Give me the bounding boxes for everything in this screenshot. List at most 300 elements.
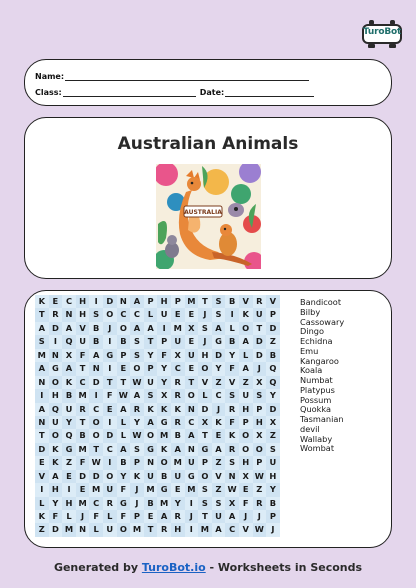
grid-cell[interactable]: E: [103, 403, 117, 416]
grid-cell[interactable]: P: [253, 403, 267, 416]
grid-cell[interactable]: O: [130, 362, 144, 375]
grid-cell[interactable]: Q: [49, 403, 63, 416]
grid-cell[interactable]: T: [76, 416, 90, 429]
grid-cell[interactable]: M: [198, 523, 212, 536]
grid-cell[interactable]: X: [225, 497, 239, 510]
grid-cell[interactable]: U: [171, 335, 185, 348]
grid-cell[interactable]: S: [198, 322, 212, 335]
grid-cell[interactable]: D: [49, 523, 63, 536]
grid-cell[interactable]: M: [62, 523, 76, 536]
grid-cell[interactable]: C: [171, 362, 185, 375]
grid-cell[interactable]: D: [49, 322, 63, 335]
grid-cell[interactable]: Q: [266, 376, 280, 389]
grid-cell[interactable]: B: [225, 295, 239, 308]
grid-cell[interactable]: H: [239, 403, 253, 416]
grid-cell[interactable]: M: [76, 443, 90, 456]
grid-cell[interactable]: V: [198, 376, 212, 389]
grid-cell[interactable]: H: [62, 497, 76, 510]
grid-cell[interactable]: E: [185, 308, 199, 321]
grid-cell[interactable]: I: [62, 483, 76, 496]
grid-cell[interactable]: N: [49, 349, 63, 362]
grid-cell[interactable]: S: [225, 456, 239, 469]
grid-cell[interactable]: U: [144, 470, 158, 483]
grid-cell[interactable]: Z: [239, 376, 253, 389]
grid-cell[interactable]: R: [103, 497, 117, 510]
grid-cell[interactable]: U: [239, 389, 253, 402]
grid-cell[interactable]: A: [171, 443, 185, 456]
grid-cell[interactable]: N: [117, 295, 131, 308]
grid-cell[interactable]: U: [185, 349, 199, 362]
grid-cell[interactable]: S: [212, 497, 226, 510]
grid-cell[interactable]: J: [253, 362, 267, 375]
grid-cell[interactable]: F: [225, 416, 239, 429]
grid-cell[interactable]: J: [198, 308, 212, 321]
grid-cell[interactable]: V: [266, 295, 280, 308]
grid-cell[interactable]: K: [49, 443, 63, 456]
grid-cell[interactable]: Z: [62, 456, 76, 469]
grid-cell[interactable]: D: [266, 322, 280, 335]
grid-cell[interactable]: V: [239, 295, 253, 308]
date-field-line[interactable]: [225, 89, 314, 97]
grid-cell[interactable]: K: [157, 443, 171, 456]
grid-cell[interactable]: Q: [62, 335, 76, 348]
grid-cell[interactable]: N: [144, 456, 158, 469]
grid-cell[interactable]: E: [239, 483, 253, 496]
grid-cell[interactable]: A: [212, 322, 226, 335]
grid-cell[interactable]: Y: [49, 497, 63, 510]
grid-cell[interactable]: U: [144, 376, 158, 389]
grid-cell[interactable]: C: [117, 308, 131, 321]
grid-cell[interactable]: L: [198, 389, 212, 402]
grid-cell[interactable]: F: [89, 510, 103, 523]
grid-cell[interactable]: X: [253, 376, 267, 389]
grid-cell[interactable]: A: [130, 389, 144, 402]
grid-cell[interactable]: O: [198, 362, 212, 375]
grid-cell[interactable]: Z: [266, 335, 280, 348]
grid-cell[interactable]: D: [212, 349, 226, 362]
grid-cell[interactable]: T: [117, 376, 131, 389]
grid-cell[interactable]: J: [266, 523, 280, 536]
grid-cell[interactable]: M: [35, 349, 49, 362]
grid-cell[interactable]: S: [130, 443, 144, 456]
grid-cell[interactable]: P: [198, 456, 212, 469]
grid-cell[interactable]: X: [171, 349, 185, 362]
grid-cell[interactable]: A: [157, 510, 171, 523]
grid-cell[interactable]: I: [103, 416, 117, 429]
grid-cell[interactable]: H: [239, 456, 253, 469]
grid-cell[interactable]: S: [130, 349, 144, 362]
grid-cell[interactable]: D: [198, 403, 212, 416]
grid-cell[interactable]: E: [62, 470, 76, 483]
grid-cell[interactable]: Z: [212, 456, 226, 469]
grid-cell[interactable]: M: [185, 295, 199, 308]
grid-cell[interactable]: G: [49, 362, 63, 375]
grid-cell[interactable]: M: [171, 456, 185, 469]
grid-cell[interactable]: E: [185, 362, 199, 375]
grid-cell[interactable]: F: [76, 456, 90, 469]
grid-cell[interactable]: O: [239, 429, 253, 442]
grid-cell[interactable]: N: [185, 403, 199, 416]
grid-cell[interactable]: A: [35, 322, 49, 335]
grid-cell[interactable]: N: [225, 470, 239, 483]
grid-cell[interactable]: T: [198, 295, 212, 308]
grid-cell[interactable]: R: [130, 403, 144, 416]
grid-cell[interactable]: O: [49, 376, 63, 389]
grid-cell[interactable]: G: [185, 470, 199, 483]
grid-cell[interactable]: C: [89, 497, 103, 510]
grid-cell[interactable]: I: [103, 362, 117, 375]
grid-cell[interactable]: S: [198, 497, 212, 510]
grid-cell[interactable]: N: [35, 416, 49, 429]
grid-cell[interactable]: Y: [157, 362, 171, 375]
grid-cell[interactable]: I: [103, 456, 117, 469]
grid-cell[interactable]: Y: [130, 416, 144, 429]
grid-cell[interactable]: P: [266, 510, 280, 523]
grid-cell[interactable]: S: [35, 335, 49, 348]
grid-cell[interactable]: D: [103, 429, 117, 442]
grid-cell[interactable]: O: [117, 322, 131, 335]
grid-cell[interactable]: A: [117, 443, 131, 456]
grid-cell[interactable]: C: [130, 308, 144, 321]
grid-cell[interactable]: K: [49, 456, 63, 469]
grid-cell[interactable]: Y: [144, 349, 158, 362]
grid-cell[interactable]: U: [157, 308, 171, 321]
grid-cell[interactable]: O: [89, 416, 103, 429]
grid-cell[interactable]: D: [89, 376, 103, 389]
grid-cell[interactable]: Y: [157, 376, 171, 389]
grid-cell[interactable]: W: [117, 389, 131, 402]
grid-cell[interactable]: R: [225, 443, 239, 456]
grid-cell[interactable]: T: [89, 443, 103, 456]
grid-cell[interactable]: A: [49, 470, 63, 483]
grid-cell[interactable]: I: [35, 483, 49, 496]
grid-cell[interactable]: N: [62, 308, 76, 321]
grid-cell[interactable]: A: [212, 523, 226, 536]
grid-cell[interactable]: U: [62, 403, 76, 416]
grid-cell[interactable]: A: [239, 362, 253, 375]
grid-cell[interactable]: H: [171, 523, 185, 536]
grid-cell[interactable]: A: [62, 322, 76, 335]
class-field-line[interactable]: [63, 89, 196, 97]
grid-cell[interactable]: H: [266, 470, 280, 483]
grid-cell[interactable]: K: [225, 429, 239, 442]
grid-cell[interactable]: W: [253, 470, 267, 483]
grid-cell[interactable]: X: [266, 416, 280, 429]
grid-cell[interactable]: Y: [117, 470, 131, 483]
grid-cell[interactable]: O: [239, 322, 253, 335]
grid-cell[interactable]: X: [185, 322, 199, 335]
grid-cell[interactable]: J: [103, 322, 117, 335]
grid-cell[interactable]: P: [253, 456, 267, 469]
grid-cell[interactable]: P: [144, 295, 158, 308]
grid-cell[interactable]: D: [103, 295, 117, 308]
grid-cell[interactable]: A: [144, 416, 158, 429]
grid-cell[interactable]: M: [144, 483, 158, 496]
grid-cell[interactable]: I: [49, 335, 63, 348]
grid-cell[interactable]: J: [198, 335, 212, 348]
grid-cell[interactable]: J: [130, 483, 144, 496]
grid-cell[interactable]: V: [35, 470, 49, 483]
grid-cell[interactable]: H: [198, 349, 212, 362]
grid-cell[interactable]: C: [212, 389, 226, 402]
grid-cell[interactable]: F: [225, 362, 239, 375]
grid-cell[interactable]: J: [130, 497, 144, 510]
grid-cell[interactable]: G: [198, 443, 212, 456]
grid-cell[interactable]: W: [225, 483, 239, 496]
grid-cell[interactable]: Y: [212, 362, 226, 375]
grid-cell[interactable]: L: [225, 322, 239, 335]
grid-cell[interactable]: Q: [266, 362, 280, 375]
grid-cell[interactable]: A: [117, 403, 131, 416]
grid-cell[interactable]: G: [157, 416, 171, 429]
grid-cell[interactable]: C: [76, 376, 90, 389]
grid-cell[interactable]: T: [103, 376, 117, 389]
grid-cell[interactable]: R: [49, 308, 63, 321]
grid-cell[interactable]: M: [89, 483, 103, 496]
grid-cell[interactable]: K: [144, 403, 158, 416]
grid-cell[interactable]: R: [225, 403, 239, 416]
grid-cell[interactable]: I: [185, 497, 199, 510]
grid-cell[interactable]: L: [62, 510, 76, 523]
grid-cell[interactable]: U: [76, 335, 90, 348]
grid-cell[interactable]: R: [253, 295, 267, 308]
grid-cell[interactable]: B: [89, 322, 103, 335]
grid-cell[interactable]: V: [239, 523, 253, 536]
grid-cell[interactable]: M: [130, 523, 144, 536]
grid-cell[interactable]: P: [117, 349, 131, 362]
grid-cell[interactable]: O: [185, 389, 199, 402]
grid-cell[interactable]: O: [117, 523, 131, 536]
grid-cell[interactable]: G: [144, 443, 158, 456]
grid-cell[interactable]: A: [130, 295, 144, 308]
grid-cell[interactable]: S: [144, 389, 158, 402]
grid-cell[interactable]: Y: [266, 483, 280, 496]
grid-cell[interactable]: U: [253, 308, 267, 321]
grid-cell[interactable]: S: [266, 443, 280, 456]
grid-cell[interactable]: L: [117, 416, 131, 429]
grid-cell[interactable]: N: [185, 443, 199, 456]
grid-cell[interactable]: H: [157, 295, 171, 308]
grid-cell[interactable]: T: [198, 510, 212, 523]
grid-cell[interactable]: M: [185, 483, 199, 496]
grid-cell[interactable]: T: [198, 429, 212, 442]
grid-cell[interactable]: I: [157, 322, 171, 335]
grid-cell[interactable]: N: [76, 523, 90, 536]
grid-cell[interactable]: R: [76, 403, 90, 416]
grid-cell[interactable]: A: [35, 403, 49, 416]
grid-cell[interactable]: A: [62, 362, 76, 375]
grid-cell[interactable]: W: [130, 376, 144, 389]
grid-cell[interactable]: F: [117, 510, 131, 523]
grid-cell[interactable]: S: [212, 308, 226, 321]
grid-cell[interactable]: R: [171, 510, 185, 523]
grid-cell[interactable]: K: [35, 510, 49, 523]
grid-cell[interactable]: A: [144, 322, 158, 335]
grid-cell[interactable]: A: [35, 362, 49, 375]
grid-cell[interactable]: E: [117, 362, 131, 375]
grid-cell[interactable]: B: [76, 429, 90, 442]
grid-cell[interactable]: O: [239, 443, 253, 456]
grid-cell[interactable]: R: [171, 376, 185, 389]
grid-cell[interactable]: Y: [225, 349, 239, 362]
grid-cell[interactable]: R: [157, 523, 171, 536]
grid-cell[interactable]: R: [253, 497, 267, 510]
grid-cell[interactable]: Z: [253, 483, 267, 496]
grid-cell[interactable]: M: [157, 497, 171, 510]
grid-cell[interactable]: T: [185, 376, 199, 389]
grid-cell[interactable]: G: [117, 497, 131, 510]
grid-cell[interactable]: U: [49, 416, 63, 429]
grid-cell[interactable]: C: [225, 523, 239, 536]
grid-cell[interactable]: J: [212, 403, 226, 416]
grid-cell[interactable]: E: [171, 308, 185, 321]
grid-cell[interactable]: T: [144, 335, 158, 348]
grid-cell[interactable]: P: [171, 295, 185, 308]
grid-cell[interactable]: F: [117, 483, 131, 496]
grid-cell[interactable]: H: [253, 416, 267, 429]
grid-cell[interactable]: F: [103, 389, 117, 402]
grid-cell[interactable]: Y: [266, 389, 280, 402]
grid-cell[interactable]: B: [225, 335, 239, 348]
grid-cell[interactable]: U: [212, 510, 226, 523]
grid-cell[interactable]: O: [157, 456, 171, 469]
grid-cell[interactable]: P: [144, 362, 158, 375]
grid-cell[interactable]: M: [76, 389, 90, 402]
grid-cell[interactable]: U: [103, 483, 117, 496]
grid-cell[interactable]: C: [185, 416, 199, 429]
grid-cell[interactable]: K: [35, 295, 49, 308]
grid-cell[interactable]: L: [117, 429, 131, 442]
turobot-link[interactable]: TuroBot.io: [141, 561, 206, 574]
grid-cell[interactable]: A: [89, 349, 103, 362]
grid-cell[interactable]: D: [253, 335, 267, 348]
grid-cell[interactable]: E: [49, 295, 63, 308]
grid-cell[interactable]: P: [130, 510, 144, 523]
grid-cell[interactable]: B: [89, 335, 103, 348]
grid-cell[interactable]: W: [253, 523, 267, 536]
grid-cell[interactable]: D: [76, 470, 90, 483]
grid-cell[interactable]: A: [212, 443, 226, 456]
grid-cell[interactable]: Z: [266, 429, 280, 442]
grid-cell[interactable]: X: [62, 349, 76, 362]
grid-cell[interactable]: V: [76, 322, 90, 335]
grid-cell[interactable]: I: [89, 295, 103, 308]
grid-cell[interactable]: E: [76, 483, 90, 496]
grid-cell[interactable]: T: [76, 362, 90, 375]
grid-cell[interactable]: E: [171, 483, 185, 496]
grid-cell[interactable]: B: [117, 456, 131, 469]
grid-cell[interactable]: B: [266, 349, 280, 362]
grid-cell[interactable]: W: [89, 456, 103, 469]
grid-cell[interactable]: C: [103, 443, 117, 456]
grid-cell[interactable]: W: [130, 429, 144, 442]
grid-cell[interactable]: L: [35, 497, 49, 510]
grid-cell[interactable]: O: [198, 470, 212, 483]
grid-cell[interactable]: O: [103, 470, 117, 483]
grid-cell[interactable]: T: [253, 322, 267, 335]
grid-cell[interactable]: F: [239, 497, 253, 510]
grid-cell[interactable]: G: [157, 483, 171, 496]
grid-cell[interactable]: Y: [171, 497, 185, 510]
grid-cell[interactable]: K: [130, 470, 144, 483]
grid-cell[interactable]: F: [157, 349, 171, 362]
grid-cell[interactable]: I: [185, 523, 199, 536]
grid-cell[interactable]: H: [49, 483, 63, 496]
grid-cell[interactable]: I: [103, 335, 117, 348]
grid-cell[interactable]: N: [35, 376, 49, 389]
grid-cell[interactable]: T: [144, 523, 158, 536]
grid-cell[interactable]: H: [76, 295, 90, 308]
grid-cell[interactable]: K: [62, 376, 76, 389]
grid-cell[interactable]: F: [49, 510, 63, 523]
grid-cell[interactable]: X: [157, 389, 171, 402]
grid-cell[interactable]: L: [103, 510, 117, 523]
grid-cell[interactable]: F: [76, 349, 90, 362]
grid-cell[interactable]: M: [171, 322, 185, 335]
grid-cell[interactable]: P: [157, 335, 171, 348]
grid-cell[interactable]: B: [171, 429, 185, 442]
grid-cell[interactable]: P: [239, 416, 253, 429]
grid-cell[interactable]: G: [212, 335, 226, 348]
grid-cell[interactable]: C: [62, 295, 76, 308]
grid-cell[interactable]: H: [49, 389, 63, 402]
grid-cell[interactable]: X: [239, 470, 253, 483]
grid-cell[interactable]: O: [144, 429, 158, 442]
grid-cell[interactable]: V: [225, 376, 239, 389]
grid-cell[interactable]: H: [76, 308, 90, 321]
grid-cell[interactable]: K: [239, 308, 253, 321]
grid-cell[interactable]: U: [103, 523, 117, 536]
grid-cell[interactable]: Z: [35, 523, 49, 536]
grid-cell[interactable]: Z: [212, 376, 226, 389]
grid-cell[interactable]: K: [212, 416, 226, 429]
grid-cell[interactable]: N: [89, 362, 103, 375]
grid-cell[interactable]: E: [144, 510, 158, 523]
grid-cell[interactable]: B: [157, 470, 171, 483]
grid-cell[interactable]: V: [212, 470, 226, 483]
grid-cell[interactable]: O: [49, 429, 63, 442]
grid-cell[interactable]: M: [157, 429, 171, 442]
grid-cell[interactable]: S: [225, 389, 239, 402]
grid-cell[interactable]: O: [103, 308, 117, 321]
grid-cell[interactable]: D: [253, 349, 267, 362]
grid-cell[interactable]: E: [35, 456, 49, 469]
grid-cell[interactable]: E: [185, 335, 199, 348]
grid-cell[interactable]: J: [239, 510, 253, 523]
grid-cell[interactable]: J: [253, 510, 267, 523]
grid-cell[interactable]: L: [239, 349, 253, 362]
grid-cell[interactable]: I: [89, 389, 103, 402]
grid-cell[interactable]: L: [89, 523, 103, 536]
grid-cell[interactable]: J: [185, 510, 199, 523]
grid-cell[interactable]: B: [266, 497, 280, 510]
grid-cell[interactable]: S: [253, 389, 267, 402]
grid-cell[interactable]: R: [171, 416, 185, 429]
name-field-line[interactable]: [65, 73, 309, 81]
grid-cell[interactable]: D: [266, 403, 280, 416]
grid-cell[interactable]: D: [35, 443, 49, 456]
grid-cell[interactable]: K: [157, 403, 171, 416]
grid-cell[interactable]: Z: [212, 483, 226, 496]
grid-cell[interactable]: U: [171, 470, 185, 483]
grid-cell[interactable]: O: [89, 429, 103, 442]
grid-cell[interactable]: S: [212, 295, 226, 308]
grid-cell[interactable]: X: [198, 416, 212, 429]
grid-cell[interactable]: Q: [62, 429, 76, 442]
grid-cell[interactable]: A: [130, 322, 144, 335]
grid-cell[interactable]: S: [89, 308, 103, 321]
grid-cell[interactable]: D: [89, 470, 103, 483]
